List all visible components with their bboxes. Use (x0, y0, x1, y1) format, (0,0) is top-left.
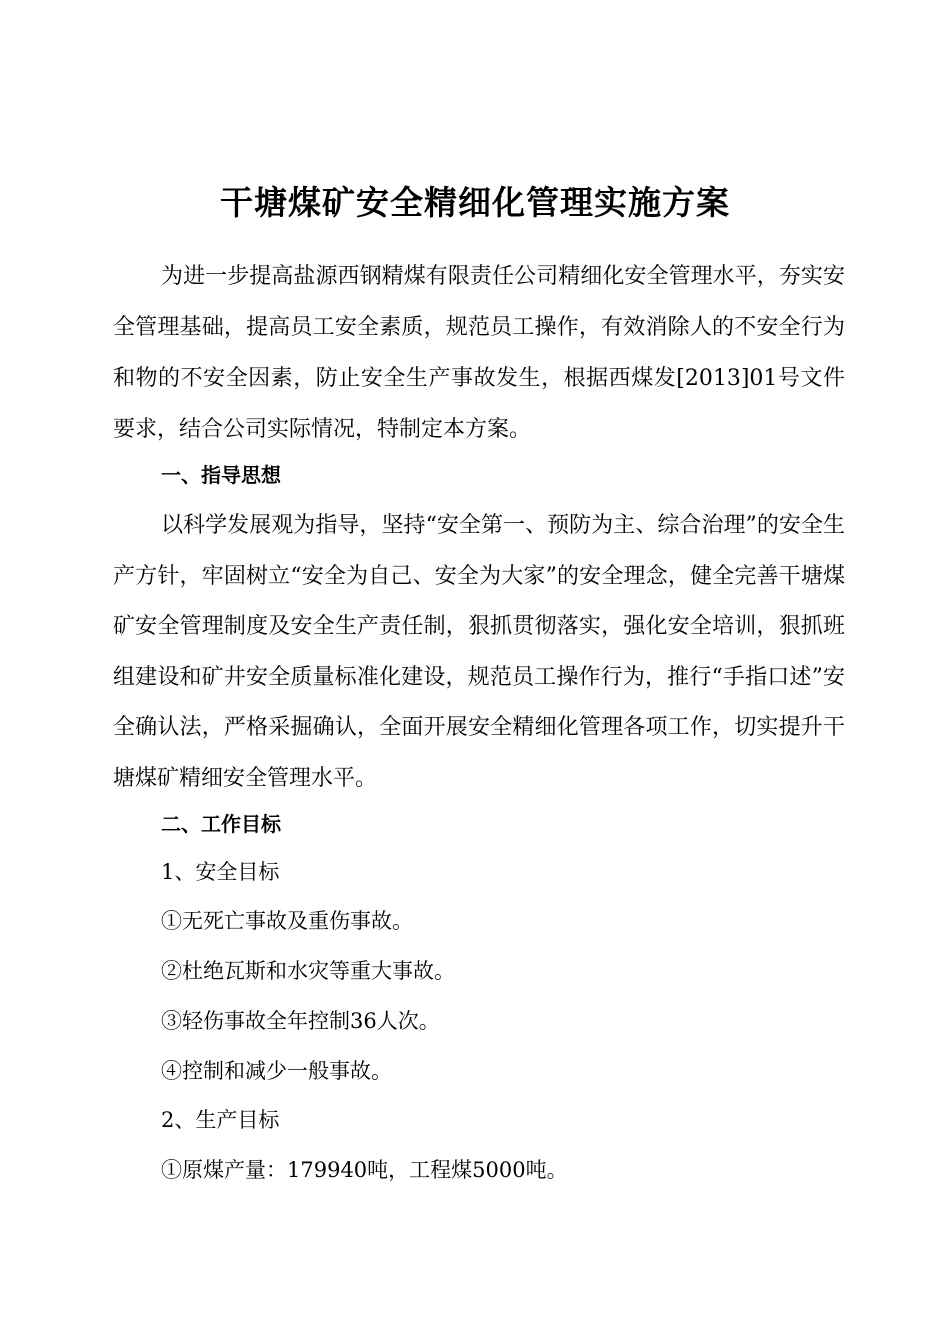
document-title: 干塘煤矿安全精细化管理实施方案 (220, 183, 730, 222)
list-item: ①无死亡事故及重伤事故。 (161, 909, 413, 933)
list-item: ①原煤产量：179940吨，工程煤5000吨。 (161, 1158, 568, 1182)
section-heading-work-goals: 二、工作目标 (161, 812, 281, 836)
list-item: ②杜绝瓦斯和水灾等重大事故。 (161, 959, 455, 983)
intro-paragraph: 为进一步提高盐源西钢精煤有限责任公司精细化安全管理水平，夯实安全管理基础，提高员工安全素质，规范员工操作，有效消除人的不安全行为和物的不安全因素，防止安全生产事故发生，根据西煤发[2013]01号文件要求，结合公司实际情况，特制定本方案。 (113, 264, 845, 442)
guiding-ideology-paragraph: 以科学发展观为指导，坚持“安全第一、预防为主、综合治理”的安全生产方针，牢固树立“安全为自己、安全为大家”的安全理念，健全完善干塘煤矿安全管理制度及安全生产责任制，狠抓贯彻落实，强化安全培训，狠抓班组建设和矿井安全质量标准化建设，规范员工操作行为，推行“手指口述”安全确认法，严格采掘确认，全面开展安全精细化管理各项工作，切实提升干塘煤矿精细安全管理水平。 (113, 513, 845, 791)
list-item: ③轻伤事故全年控制36人次。 (161, 1009, 440, 1033)
list-item: ④控制和减少一般事故。 (161, 1059, 392, 1083)
section-heading-guiding-ideology: 一、指导思想 (161, 463, 281, 487)
safety-goals-title: 1、安全目标 (161, 860, 280, 884)
production-goals-title: 2、生产目标 (161, 1108, 280, 1132)
